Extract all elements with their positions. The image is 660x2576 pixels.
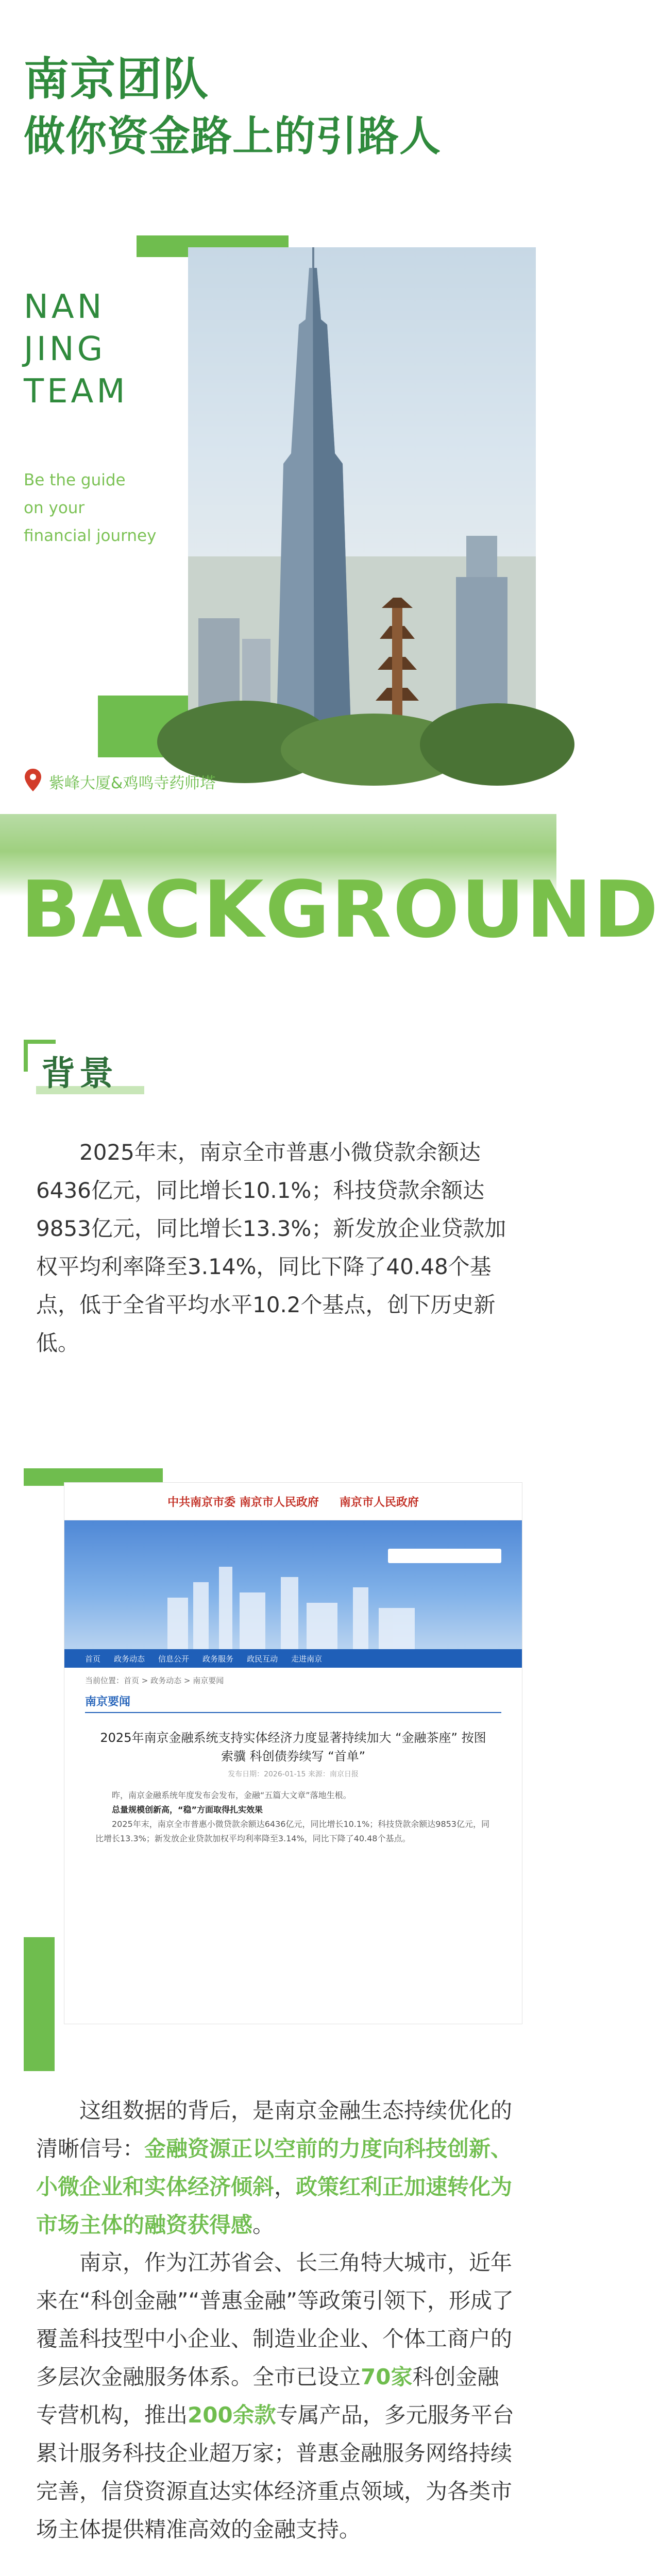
page-subtitle: 做你资金路上的引路人	[24, 112, 441, 160]
skyline-illustration	[188, 247, 536, 762]
dept-label: 南京市人民政府	[339, 1496, 419, 1509]
news-nav-bar	[64, 1649, 522, 1668]
text: 南京，作为江苏省会、长三角特大城市，近年来在“科创金融”“普惠金融”等政策引领下，形成了覆盖科技型中小企业、制造业企业、个体工商户的多层次金融服务体系。全市已设立	[36, 2250, 514, 2389]
news-banner	[64, 1520, 522, 1649]
analysis-paragraph-1	[36, 2092, 520, 2244]
nav-item[interactable]: 政务服务	[202, 1654, 234, 1664]
news-body-paragraph: 2025年末，南京全市普惠小微贷款余额达6436亿元，同比增长10.1%；科技贷款余额达9853亿元，同比增长13.3%；新发放企业贷款加权平均利率降至3.14%，同比下降了40.48个基点。	[95, 1819, 489, 1843]
breadcrumb: 当前位置：首页 > 政务动态 > 南京要闻	[85, 1676, 224, 1685]
location-pin-icon	[24, 768, 42, 794]
news-meta: 发布日期：2026-01-15 来源：南京日报	[228, 1770, 359, 1778]
text: 科创金融专营机构，推出	[36, 2364, 499, 2428]
background-watermark-word: BACKGROUND	[21, 864, 660, 955]
tagline-line: Be the guide	[24, 471, 126, 489]
news-header	[64, 1483, 522, 1520]
tagline	[24, 466, 156, 550]
news-body-paragraph: 昨，南京金融系统年度发布会发布，金融“五篇大文章”落地生根。	[112, 1790, 351, 1800]
gov-emblem-label: 中共南京市委 南京市人民政府	[167, 1496, 319, 1509]
city-photo	[188, 247, 536, 762]
decorative-bar	[24, 1937, 55, 2071]
page-title: 南京团队	[24, 53, 210, 106]
tagline-line: financial journey	[24, 527, 157, 545]
highlight-text: 金融资源正以空前的力度向科技创新、小微企业和实体经济倾斜	[36, 2136, 513, 2199]
text: ，	[274, 2174, 296, 2199]
highlight-text: 200余款	[188, 2402, 276, 2428]
text: 。	[252, 2212, 275, 2238]
nav-item[interactable]: 政务动态	[114, 1654, 145, 1664]
tagline-line: on your	[24, 499, 85, 517]
banner-skyline-illustration	[64, 1520, 522, 1649]
background-paragraph: 2025年末，南京全市普惠小微贷款余额达6436亿元，同比增长10.1%；科技贷款余额达9853亿元，同比增长13.3%；新发放企业贷款加权平均利率降至3.14%，同比下降了40.48个基点，低于全省平均水平10.2个基点，创下历史新低。	[36, 1140, 506, 1355]
team-english-name	[24, 286, 128, 413]
nav-item[interactable]: 首页	[85, 1654, 101, 1664]
news-subhead: 总量规模创新高，“稳”方面取得扎实效果	[112, 1805, 263, 1815]
nav-item[interactable]: 政民互动	[247, 1654, 278, 1664]
analysis-paragraph-2	[36, 2244, 520, 2549]
news-headline: 2025年南京金融系统支持实体经济力度显著持续加大 “金融茶座” 按图索骥 科创债券续写 “首单”	[100, 1731, 486, 1764]
column-title: 南京要闻	[85, 1693, 501, 1713]
team-en-line: TEAM	[24, 372, 128, 411]
highlight-text: 政策红利正加速转化为市场主体的融资获得感	[36, 2174, 513, 2238]
highlight-text: 70家	[361, 2364, 413, 2389]
text: 专属产品，多元服务平台累计服务科技企业超万家；普惠金融服务网络持续完善，信贷资源直达实体经济重点领域，为各类市场主体提供精准高效的金融支持。	[36, 2402, 514, 2542]
nav-item[interactable]: 走进南京	[291, 1654, 323, 1664]
team-en-line: NAN	[24, 288, 105, 326]
section-title-background: 背景	[41, 1054, 117, 1093]
news-screenshot	[64, 1483, 522, 2024]
text: 这组数据的背后，是南京金融生态持续优化的清晰信号：	[36, 2098, 513, 2161]
nav-item[interactable]: 信息公开	[158, 1654, 190, 1664]
news-body-subhead	[95, 1803, 491, 1817]
photo-caption: 紫峰大厦&鸡鸣寺药师塔	[49, 774, 216, 792]
team-en-line: JING	[24, 330, 106, 368]
